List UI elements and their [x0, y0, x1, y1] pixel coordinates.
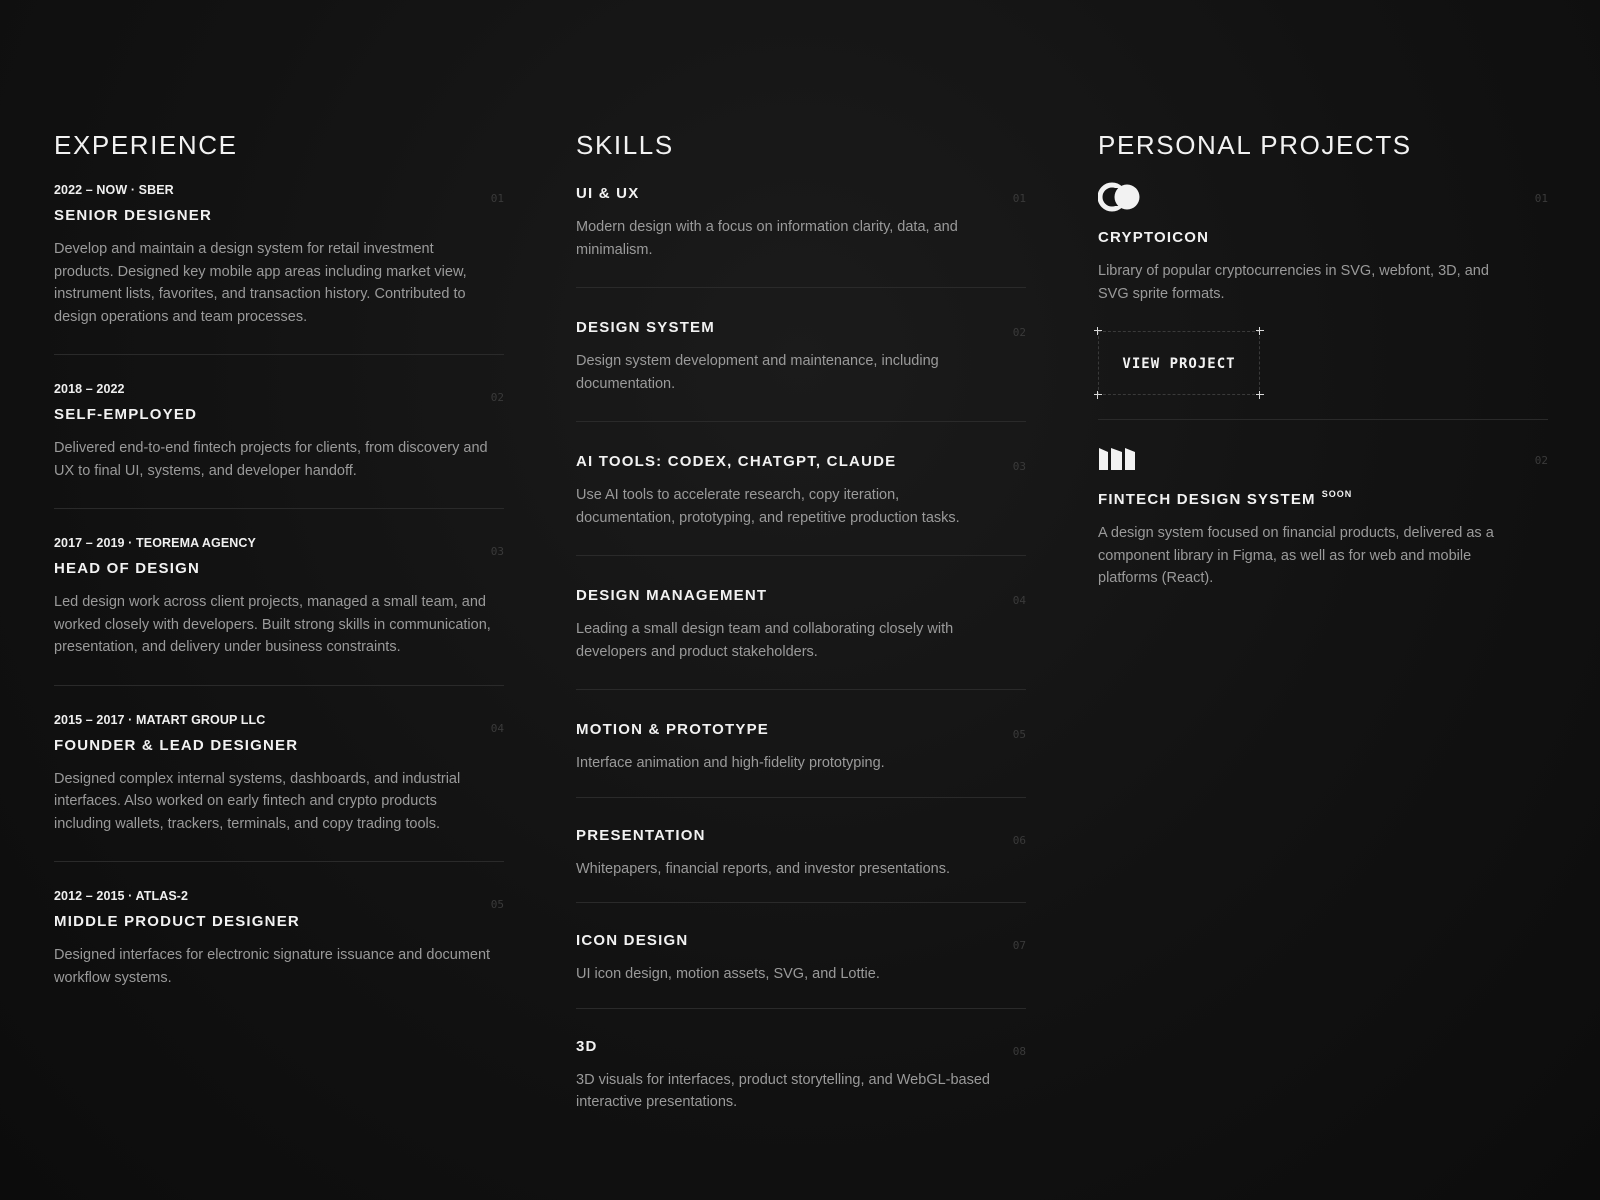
- skill-name: 3D: [576, 1037, 598, 1055]
- experience-role: SENIOR DESIGNER: [54, 207, 213, 224]
- experience-meta: 2015 – 2017 · MATART GROUP LLC: [54, 712, 266, 727]
- skill-description: Whitepapers, financial reports, and investor presentations.: [576, 860, 950, 877]
- skill-name: ICON DESIGN: [576, 932, 689, 949]
- item-number: 05: [490, 898, 504, 911]
- skill-description: Interface animation and high-fidelity prototyping.: [576, 755, 885, 771]
- skill-description: UI icon design, motion assets, SVG, and Lottie.: [576, 966, 880, 982]
- experience-item: [54, 888, 504, 1015]
- skill-name: UI & UX: [576, 185, 640, 202]
- skill-item: [576, 450, 1026, 556]
- cryptoicon-logo-icon: [1098, 182, 1548, 212]
- item-number: 02: [1012, 326, 1026, 339]
- experience-role: SELF-EMPLOYED: [54, 406, 198, 423]
- skill-item: [576, 1035, 1026, 1140]
- skill-item: [576, 182, 1026, 288]
- item-number: 01: [490, 192, 504, 205]
- skill-item: [576, 824, 1026, 904]
- skill-name: DESIGN SYSTEM: [576, 319, 715, 336]
- experience-meta: 2017 – 2019 · TEOREMA AGENCY: [54, 536, 256, 550]
- skill-item: [576, 929, 1026, 1009]
- experience-column: [54, 128, 504, 1041]
- item-number: 03: [1012, 460, 1026, 473]
- experience-meta: 2018 – 2022: [54, 382, 125, 396]
- skill-name: MOTION & PROTOTYPE: [576, 721, 770, 738]
- project-item: [1098, 182, 1548, 420]
- item-number: 01: [1012, 192, 1026, 205]
- experience-description: Designed interfaces for electronic signature issuance and document workflow systems.: [54, 947, 491, 986]
- item-number: 04: [490, 721, 504, 735]
- experience-role: MIDDLE PRODUCT DESIGNER: [54, 913, 300, 930]
- experience-role: HEAD OF DESIGN: [54, 560, 200, 577]
- experience-description: Led design work across client projects, managed a small team, and worked closely with developers. Built strong skills in communication, presentation, and delivery under business constraints.: [54, 594, 491, 655]
- experience-role: FOUNDER & LEAD DESIGNER: [54, 736, 299, 754]
- skill-item: [576, 718, 1026, 798]
- experience-description: Designed complex internal systems, dashboards, and industrial interfaces. Also worked on early fintech and crypto products including wallets, trackers, terminals, and copy trading tools.: [54, 770, 461, 832]
- experience-meta: 2022 – NOW · SBER: [54, 183, 174, 197]
- corner-mark: [1094, 327, 1102, 335]
- skill-description: Design system development and maintenance, including documentation.: [576, 353, 939, 392]
- corner-mark: [1256, 327, 1264, 335]
- skill-description: Modern design with a focus on information clarity, data, and minimalism.: [576, 219, 958, 258]
- skill-name: AI TOOLS: CODEX, CHATGPT, CLAUDE: [576, 453, 897, 470]
- corner-mark: [1094, 391, 1102, 399]
- experience-title: EXPERIENCE: [54, 130, 238, 160]
- skill-description: Use AI tools to accelerate research, copy iteration, documentation, prototyping, and repetitive production tasks.: [576, 487, 960, 526]
- item-number: 04: [1012, 594, 1026, 607]
- view-project-button[interactable]: [1098, 331, 1260, 395]
- skill-name: DESIGN MANAGEMENT: [576, 587, 768, 604]
- skills-column: [576, 128, 1026, 1168]
- project-description: Library of popular cryptocurrencies in SVG, webfont, 3D, and SVG sprite formats.: [1098, 263, 1489, 302]
- experience-item: [54, 712, 504, 863]
- item-number: 07: [1012, 939, 1026, 952]
- item-number: 01: [1534, 192, 1548, 205]
- view-project-label: VIEW PROJECT: [1122, 356, 1236, 372]
- project-name-text: FINTECH DESIGN SYSTEM: [1098, 491, 1316, 508]
- experience-item: [54, 182, 504, 355]
- projects-title: PERSONAL PROJECTS: [1098, 130, 1412, 160]
- item-number: 03: [490, 545, 504, 558]
- skill-description: 3D visuals for interfaces, product storytelling, and WebGL-based interactive presentations.: [576, 1071, 990, 1110]
- experience-item: [54, 535, 504, 686]
- item-number: 05: [1012, 728, 1026, 741]
- corner-mark: [1256, 391, 1264, 399]
- item-number: 02: [490, 391, 504, 404]
- skill-description: Leading a small design team and collaborating closely with developers and product stakeholders.: [576, 621, 954, 660]
- item-number: 08: [1012, 1044, 1026, 1058]
- item-number: 02: [1534, 454, 1548, 467]
- item-number: 06: [1012, 833, 1026, 847]
- skill-name: PRESENTATION: [576, 826, 706, 844]
- fintech-design-system-logo-icon: [1098, 444, 1548, 474]
- projects-column: [1098, 128, 1548, 638]
- experience-description: Develop and maintain a design system for retail investment products. Designed key mobile app areas including market view, instrument lists, favorites, and transaction history. Contributed to design operations and team processes.: [54, 241, 467, 325]
- project-description: A design system focused on financial products, delivered as a component library in Figma, as well as for web and mobile platforms (React).: [1098, 525, 1494, 586]
- skills-title: SKILLS: [576, 130, 674, 160]
- project-item: [1098, 444, 1548, 614]
- project-name: [1098, 490, 1548, 510]
- skill-item: [576, 316, 1026, 422]
- experience-item: [54, 381, 504, 509]
- experience-description: Delivered end-to-end fintech projects for clients, from discovery and UX to final UI, systems, and developer handoff.: [54, 440, 488, 479]
- soon-badge: SOON: [1321, 489, 1353, 499]
- skill-item: [576, 584, 1026, 690]
- project-name: CRYPTOICON: [1098, 229, 1210, 246]
- experience-meta: 2012 – 2015 · ATLAS-2: [54, 889, 189, 903]
